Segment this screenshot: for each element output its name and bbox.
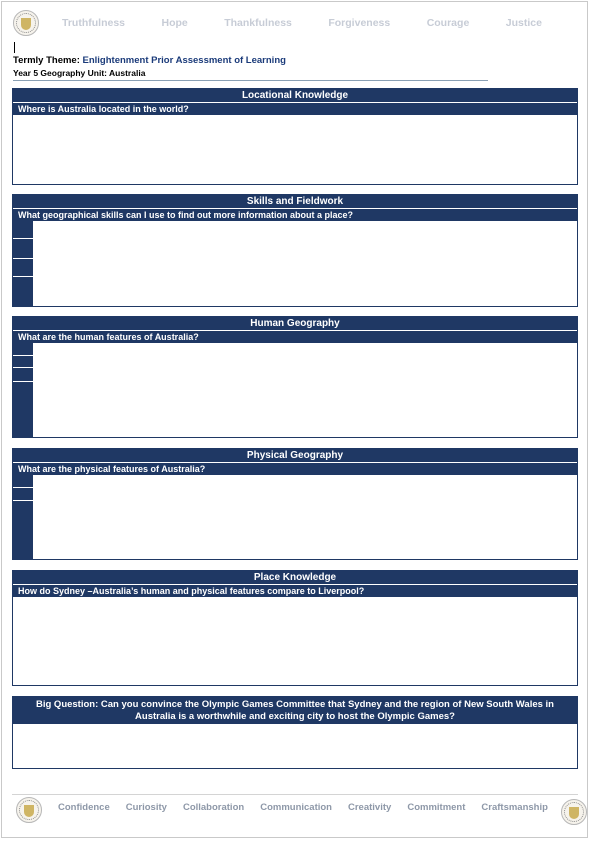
section-title: Physical Geography [13, 449, 577, 463]
section-title: Human Geography [13, 317, 577, 331]
section-question: Where is Australia located in the world? [13, 103, 577, 115]
answer-area[interactable] [13, 597, 577, 685]
section-question: What are the human features of Australia? [13, 331, 577, 343]
section-question: What geographical skills can I use to find out more information about a place? [13, 209, 577, 221]
section-place-knowledge [12, 570, 578, 686]
theme-value: Enlightenment Prior Assessment of Learning [82, 55, 286, 66]
school-logo-icon [13, 10, 39, 36]
footer-value: Communication [260, 802, 332, 813]
section-human-geography [12, 316, 578, 438]
header-value: Thankfulness [224, 17, 292, 29]
footer-value: Confidence [58, 802, 110, 813]
answer-area[interactable] [13, 343, 577, 437]
header-value: Courage [426, 17, 470, 29]
answer-area[interactable] [13, 221, 577, 306]
footer-value: Craftsmanship [481, 802, 548, 813]
header-value: Forgiveness [328, 17, 391, 29]
text-cursor [14, 42, 15, 53]
footer-value: Creativity [348, 802, 392, 813]
unit-line: Year 5 Geography Unit: Australia [13, 68, 146, 78]
footer-value: Curiosity [125, 802, 167, 813]
answer-area[interactable] [13, 115, 577, 184]
section-title: Place Knowledge [13, 571, 577, 585]
margin-column [13, 221, 33, 306]
school-logo-icon [561, 799, 587, 825]
footer-values [58, 802, 548, 816]
section-physical-geography [12, 448, 578, 560]
section-skills-fieldwork [12, 194, 578, 307]
footer-value: Commitment [407, 802, 466, 813]
section-question: What are the physical features of Australia? [13, 463, 577, 475]
header-value: Hope [161, 17, 188, 29]
section-title: Locational Knowledge [13, 89, 577, 103]
big-question-text: Big Question: Can you convince the Olympic Games Committee that Sydney and the region of New South Wales in Australia is a worthwhile and exciting city to host the Olympic Games? [13, 697, 577, 724]
header-value: Justice [505, 17, 542, 29]
answer-area[interactable] [13, 724, 577, 768]
school-logo-icon [16, 797, 42, 823]
section-question: How do Sydney –Australia’s human and physical features compare to Liverpool? [13, 585, 577, 597]
section-title: Skills and Fieldwork [13, 195, 577, 209]
answer-area[interactable] [13, 475, 577, 559]
margin-column [13, 343, 33, 437]
header-value: Truthfulness [62, 17, 126, 29]
footer-value: Collaboration [182, 802, 245, 813]
section-big-question [12, 696, 578, 769]
margin-column [13, 475, 33, 559]
header-values [62, 17, 542, 31]
section-locational-knowledge [12, 88, 578, 185]
title-divider [13, 80, 488, 81]
theme-label: Termly Theme: [13, 55, 80, 66]
footer-divider [12, 794, 578, 795]
termly-theme [13, 55, 286, 66]
title-block [13, 55, 286, 78]
